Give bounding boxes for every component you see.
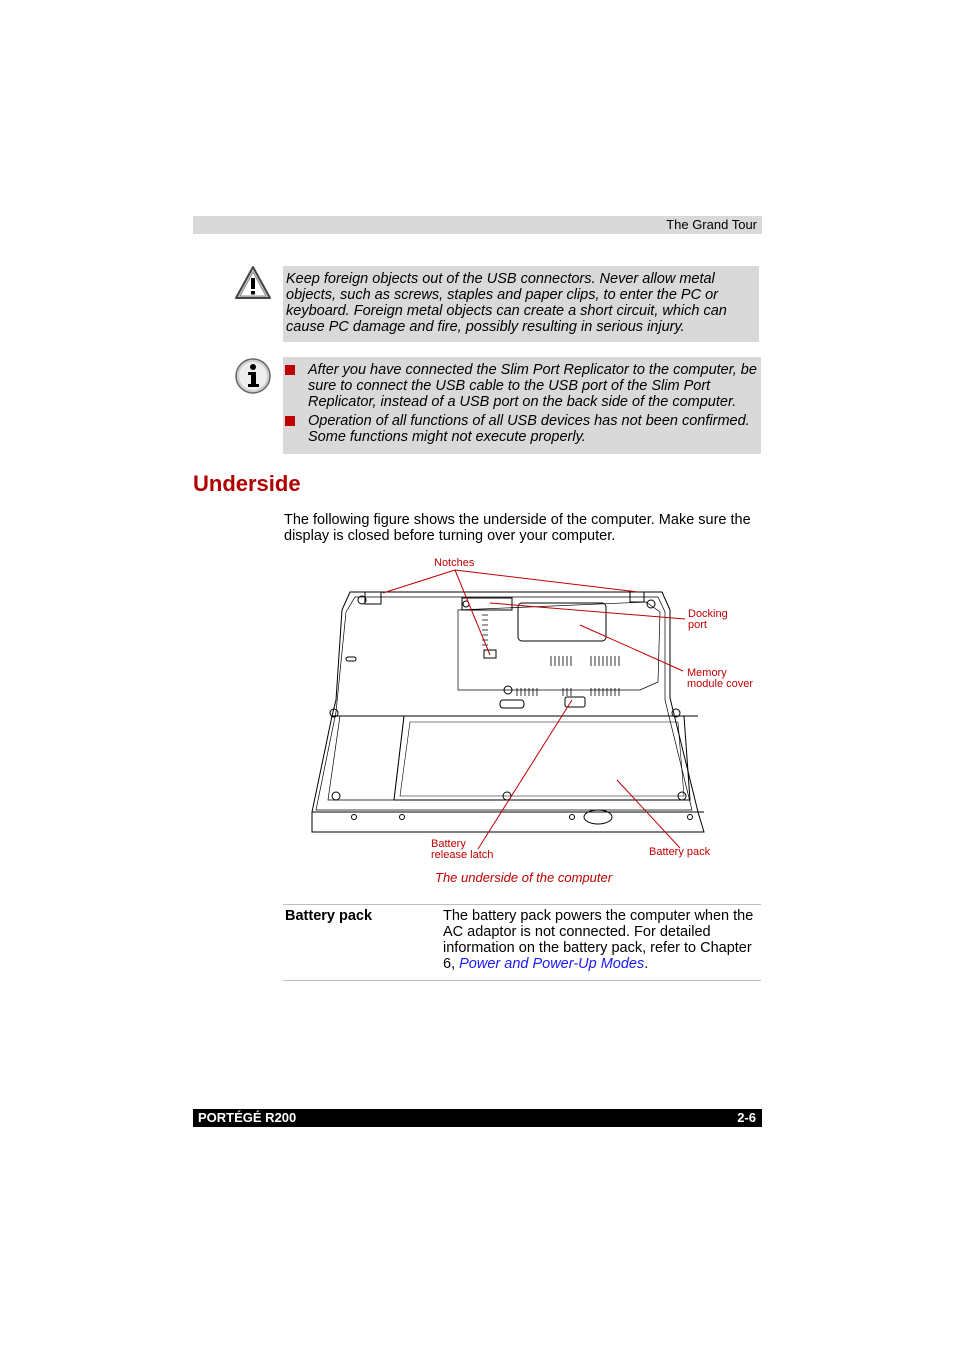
underside-figure bbox=[300, 555, 770, 865]
table-top-rule bbox=[283, 904, 761, 905]
laptop-underside-drawing bbox=[300, 555, 770, 865]
bullet-icon bbox=[285, 416, 295, 426]
callout-memory-module-cover: Memory module cover bbox=[687, 667, 754, 690]
chapter-title: The Grand Tour bbox=[666, 217, 757, 232]
callout-docking-port: Docking port bbox=[688, 608, 728, 631]
info-icon bbox=[234, 357, 272, 395]
note-box bbox=[283, 357, 761, 454]
note-list-item: After you have connected the Slim Port Replicator to the computer, be sure to connect the USB cable to the USB port of the Slim Port Replicator, instead of a USB port on the back side of the computer. bbox=[283, 362, 758, 410]
bullet-icon bbox=[285, 365, 295, 375]
running-header bbox=[193, 216, 762, 234]
callout-battery-pack: Battery pack bbox=[649, 846, 711, 858]
chapter-link[interactable]: Power and Power-Up Modes bbox=[459, 956, 645, 972]
definition-description: The battery pack powers the computer when the AC adaptor is not connected. For detailed information on the battery pack, refer to Chapter 6, Power and Power-Up Modes. bbox=[443, 908, 754, 972]
definition-term: Battery pack bbox=[285, 908, 373, 924]
note-list-item: Operation of all functions of all USB devices has not been confirmed. Some functions might not execute properly. bbox=[283, 413, 758, 445]
figure-caption: The underside of the computer bbox=[435, 870, 613, 885]
callout-notches: Notches bbox=[434, 557, 475, 569]
page-number: 2-6 bbox=[737, 1110, 756, 1125]
product-name: PORTÉGÉ R200 bbox=[198, 1110, 297, 1125]
intro-paragraph: The following figure shows the underside of the computer. Make sure the display is closed before turning over your computer. bbox=[284, 512, 751, 544]
table-bottom-rule bbox=[283, 980, 761, 981]
callout-battery-release-latch: Battery release latch bbox=[431, 838, 494, 861]
warning-box bbox=[283, 266, 759, 342]
section-heading: Underside bbox=[193, 471, 301, 496]
warning-text: Keep foreign objects out of the USB connectors. Never allow metal objects, such as screws, staples and paper clips, to enter the PC or keyboard. Foreign metal objects can create a short circuit, which can cause PC damage and fire, possibly resulting in serious injury. bbox=[286, 271, 727, 335]
warning-triangle-icon bbox=[234, 264, 272, 302]
running-footer bbox=[193, 1109, 762, 1127]
